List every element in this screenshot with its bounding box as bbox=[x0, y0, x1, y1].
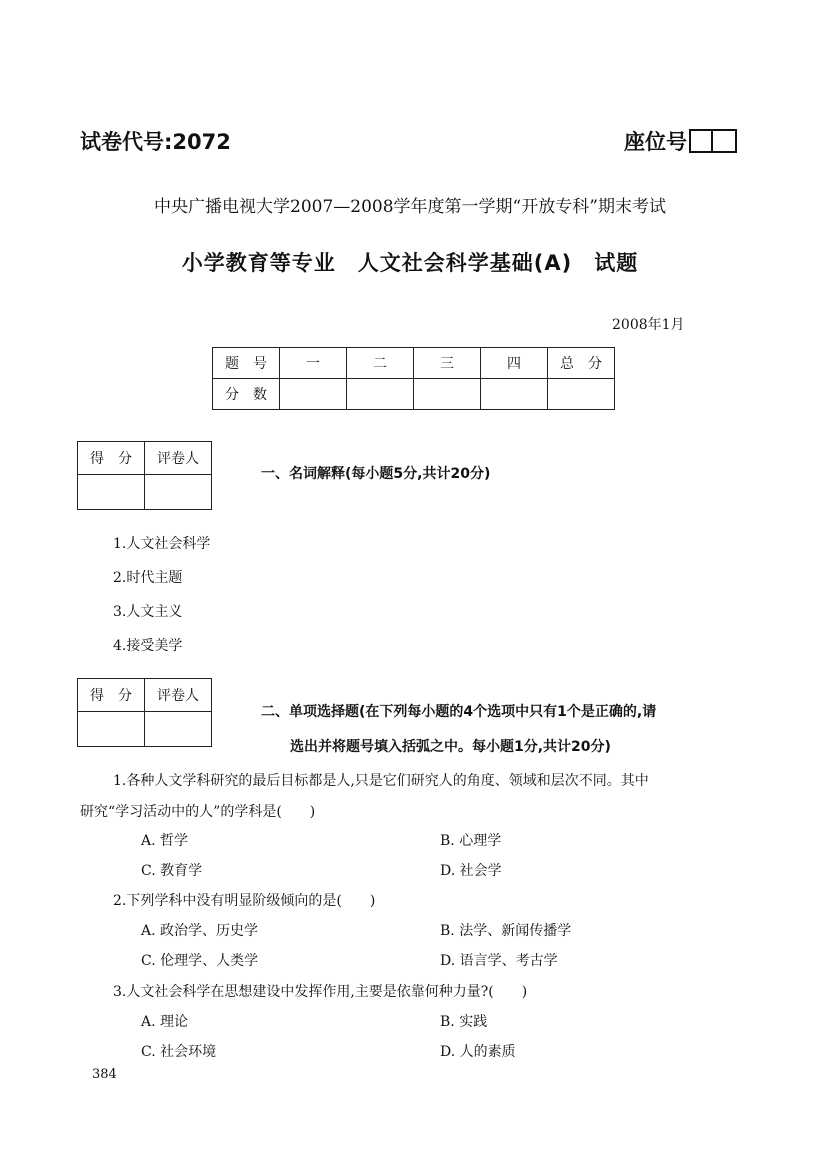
section2-heading-line2: 选出并将题号填入括弧之中。每小题1分,共计20分) bbox=[290, 739, 611, 755]
table-cell: 三 bbox=[414, 348, 481, 379]
score-label: 得 分 bbox=[78, 442, 145, 475]
table-cell: 题 号 bbox=[213, 348, 280, 379]
question-option[interactable]: A. 哲学 bbox=[141, 833, 189, 849]
score-input-cell[interactable] bbox=[414, 379, 481, 410]
grader-box bbox=[77, 441, 212, 510]
question-stem: 2.下列学科中没有明显阶级倾向的是( ) bbox=[113, 893, 376, 909]
question-stem: 1.各种人文学科研究的最后目标都是人,只是它们研究人的角度、领域和层次不同。其中 bbox=[113, 773, 649, 789]
university-line: 中央广播电视大学2007—2008学年度第一学期“开放专科”期末考试 bbox=[154, 197, 666, 217]
list-item: 3.人文主义 bbox=[113, 604, 183, 620]
seat-boxes bbox=[689, 129, 737, 153]
question-option[interactable]: B. 实践 bbox=[440, 1014, 488, 1030]
list-item: 1.人文社会科学 bbox=[113, 536, 211, 552]
question-stem: 研究“学习活动中的人”的学科是( ) bbox=[80, 804, 316, 820]
question-option[interactable]: C. 伦理学、人类学 bbox=[141, 953, 259, 969]
question-option[interactable]: A. 理论 bbox=[141, 1014, 189, 1030]
question-option[interactable]: B. 心理学 bbox=[440, 833, 502, 849]
seat-box bbox=[713, 129, 737, 153]
score-input-cell[interactable] bbox=[548, 379, 615, 410]
table-cell: 总 分 bbox=[548, 348, 615, 379]
question-option[interactable]: C. 社会环境 bbox=[141, 1044, 217, 1060]
table-row bbox=[78, 475, 212, 510]
list-item: 2.时代主题 bbox=[113, 570, 183, 586]
seat-box bbox=[689, 129, 713, 153]
question-option[interactable]: D. 社会学 bbox=[440, 863, 502, 879]
grader-box bbox=[77, 678, 212, 747]
score-label: 得 分 bbox=[78, 679, 145, 712]
table-row bbox=[213, 379, 615, 410]
grader-label: 评卷人 bbox=[145, 442, 212, 475]
exam-code: 试卷代号:2072 bbox=[80, 130, 231, 154]
question-option[interactable]: A. 政治学、历史学 bbox=[141, 923, 259, 939]
section2-heading-line1: 二、单项选择题(在下列每小题的4个选项中只有1个是正确的,请 bbox=[261, 704, 657, 720]
table-cell: 分 数 bbox=[213, 379, 280, 410]
table-row bbox=[78, 442, 212, 475]
seat-number bbox=[624, 126, 737, 156]
section1-heading: 一、名词解释(每小题5分,共计20分) bbox=[261, 466, 491, 482]
question-option[interactable]: B. 法学、新闻传播学 bbox=[440, 923, 572, 939]
score-input-cell[interactable] bbox=[280, 379, 347, 410]
table-row bbox=[78, 679, 212, 712]
exam-title: 小学教育等专业 人文社会科学基础(A) 试题 bbox=[181, 251, 639, 275]
table-cell: 一 bbox=[280, 348, 347, 379]
table-cell: 四 bbox=[481, 348, 548, 379]
seat-label: 座位号 bbox=[624, 130, 687, 154]
grader-label: 评卷人 bbox=[145, 679, 212, 712]
score-table bbox=[212, 347, 615, 410]
question-option[interactable]: C. 教育学 bbox=[141, 863, 203, 879]
table-row bbox=[78, 712, 212, 747]
question-option[interactable]: D. 人的素质 bbox=[440, 1044, 516, 1060]
score-input-cell[interactable] bbox=[481, 379, 548, 410]
exam-date: 2008年1月 bbox=[612, 317, 685, 333]
list-item: 4.接受美学 bbox=[113, 638, 183, 654]
grader-input-cell[interactable] bbox=[145, 712, 212, 747]
score-input-cell[interactable] bbox=[78, 475, 145, 510]
grader-input-cell[interactable] bbox=[145, 475, 212, 510]
question-option[interactable]: D. 语言学、考古学 bbox=[440, 953, 558, 969]
score-input-cell[interactable] bbox=[78, 712, 145, 747]
score-input-cell[interactable] bbox=[347, 379, 414, 410]
table-cell: 二 bbox=[347, 348, 414, 379]
page-number: 384 bbox=[92, 1067, 117, 1082]
table-row bbox=[213, 348, 615, 379]
question-stem: 3.人文社会科学在思想建设中发挥作用,主要是依靠何种力量?( ) bbox=[113, 984, 528, 1000]
